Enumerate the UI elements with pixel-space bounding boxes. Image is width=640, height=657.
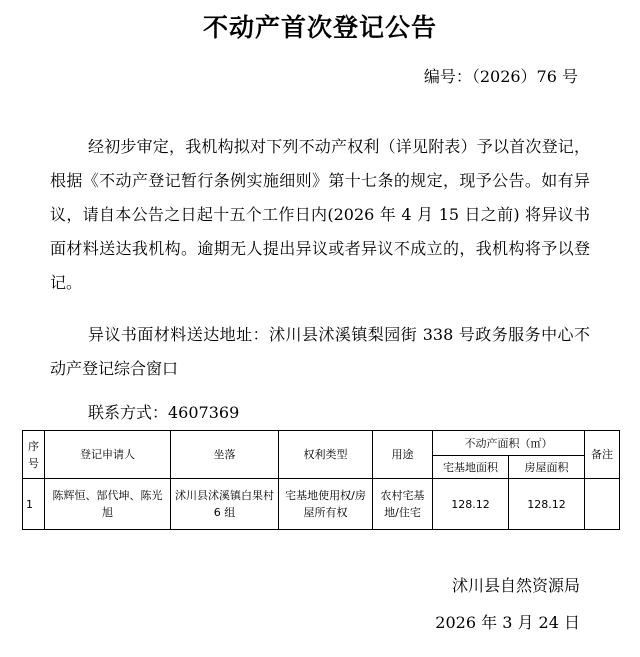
cell-right-type: 宅基地使用权/房屋所有权: [279, 479, 373, 530]
header-applicant: 登记申请人: [45, 431, 171, 479]
header-house-area: 房屋面积: [509, 456, 585, 479]
page-title: 不动产首次登记公告: [202, 13, 437, 42]
cell-usage: 农村宅基地/住宅: [373, 479, 433, 530]
cell-land-area: 128.12: [433, 479, 509, 530]
cell-house-area: 128.12: [509, 479, 585, 530]
cell-location: 沭川县沭溪镇白果村 6 组: [171, 479, 279, 530]
header-location: 坐落: [171, 431, 279, 479]
registration-table: [22, 430, 620, 530]
issuing-organization: 沭川县自然资源局: [451, 576, 580, 595]
announcement-paragraph: 经初步审定，我机构拟对下列不动产权利（详见附表）予以首次登记，根据《不动产登记暂行条例实施细则》第十七条的规定，现予公告。如有异议，请自本公告之日起十五个工作日内(2026 年 4 月 15 日之前) 将异议书面材料送达我机构。逾期无人提出异议或者异议不成立的，我机构将予以登记。: [50, 137, 590, 292]
document-number: 编号：（2026）76 号: [423, 67, 578, 86]
contact-info: 联系方式：4607369: [88, 403, 240, 422]
cell-applicant: 陈辉恒、郜代坤、陈光旭: [45, 479, 171, 530]
header-area-group: 不动产面积（㎡）: [433, 431, 585, 456]
header-usage: 用途: [373, 431, 433, 479]
cell-seq: 1: [23, 479, 45, 530]
header-seq: 序号: [23, 431, 45, 479]
objection-address-paragraph: 异议书面材料送达地址：沭川县沭溪镇梨园街 338 号政务服务中心不动产登记综合窗口: [50, 325, 590, 378]
header-land-area: 宅基地面积: [433, 456, 509, 479]
cell-remark: [585, 479, 620, 530]
table-row: [23, 479, 620, 530]
header-right-type: 权利类型: [279, 431, 373, 479]
issue-date: 2026 年 3 月 24 日: [435, 613, 580, 632]
header-remark: 备注: [585, 431, 620, 479]
